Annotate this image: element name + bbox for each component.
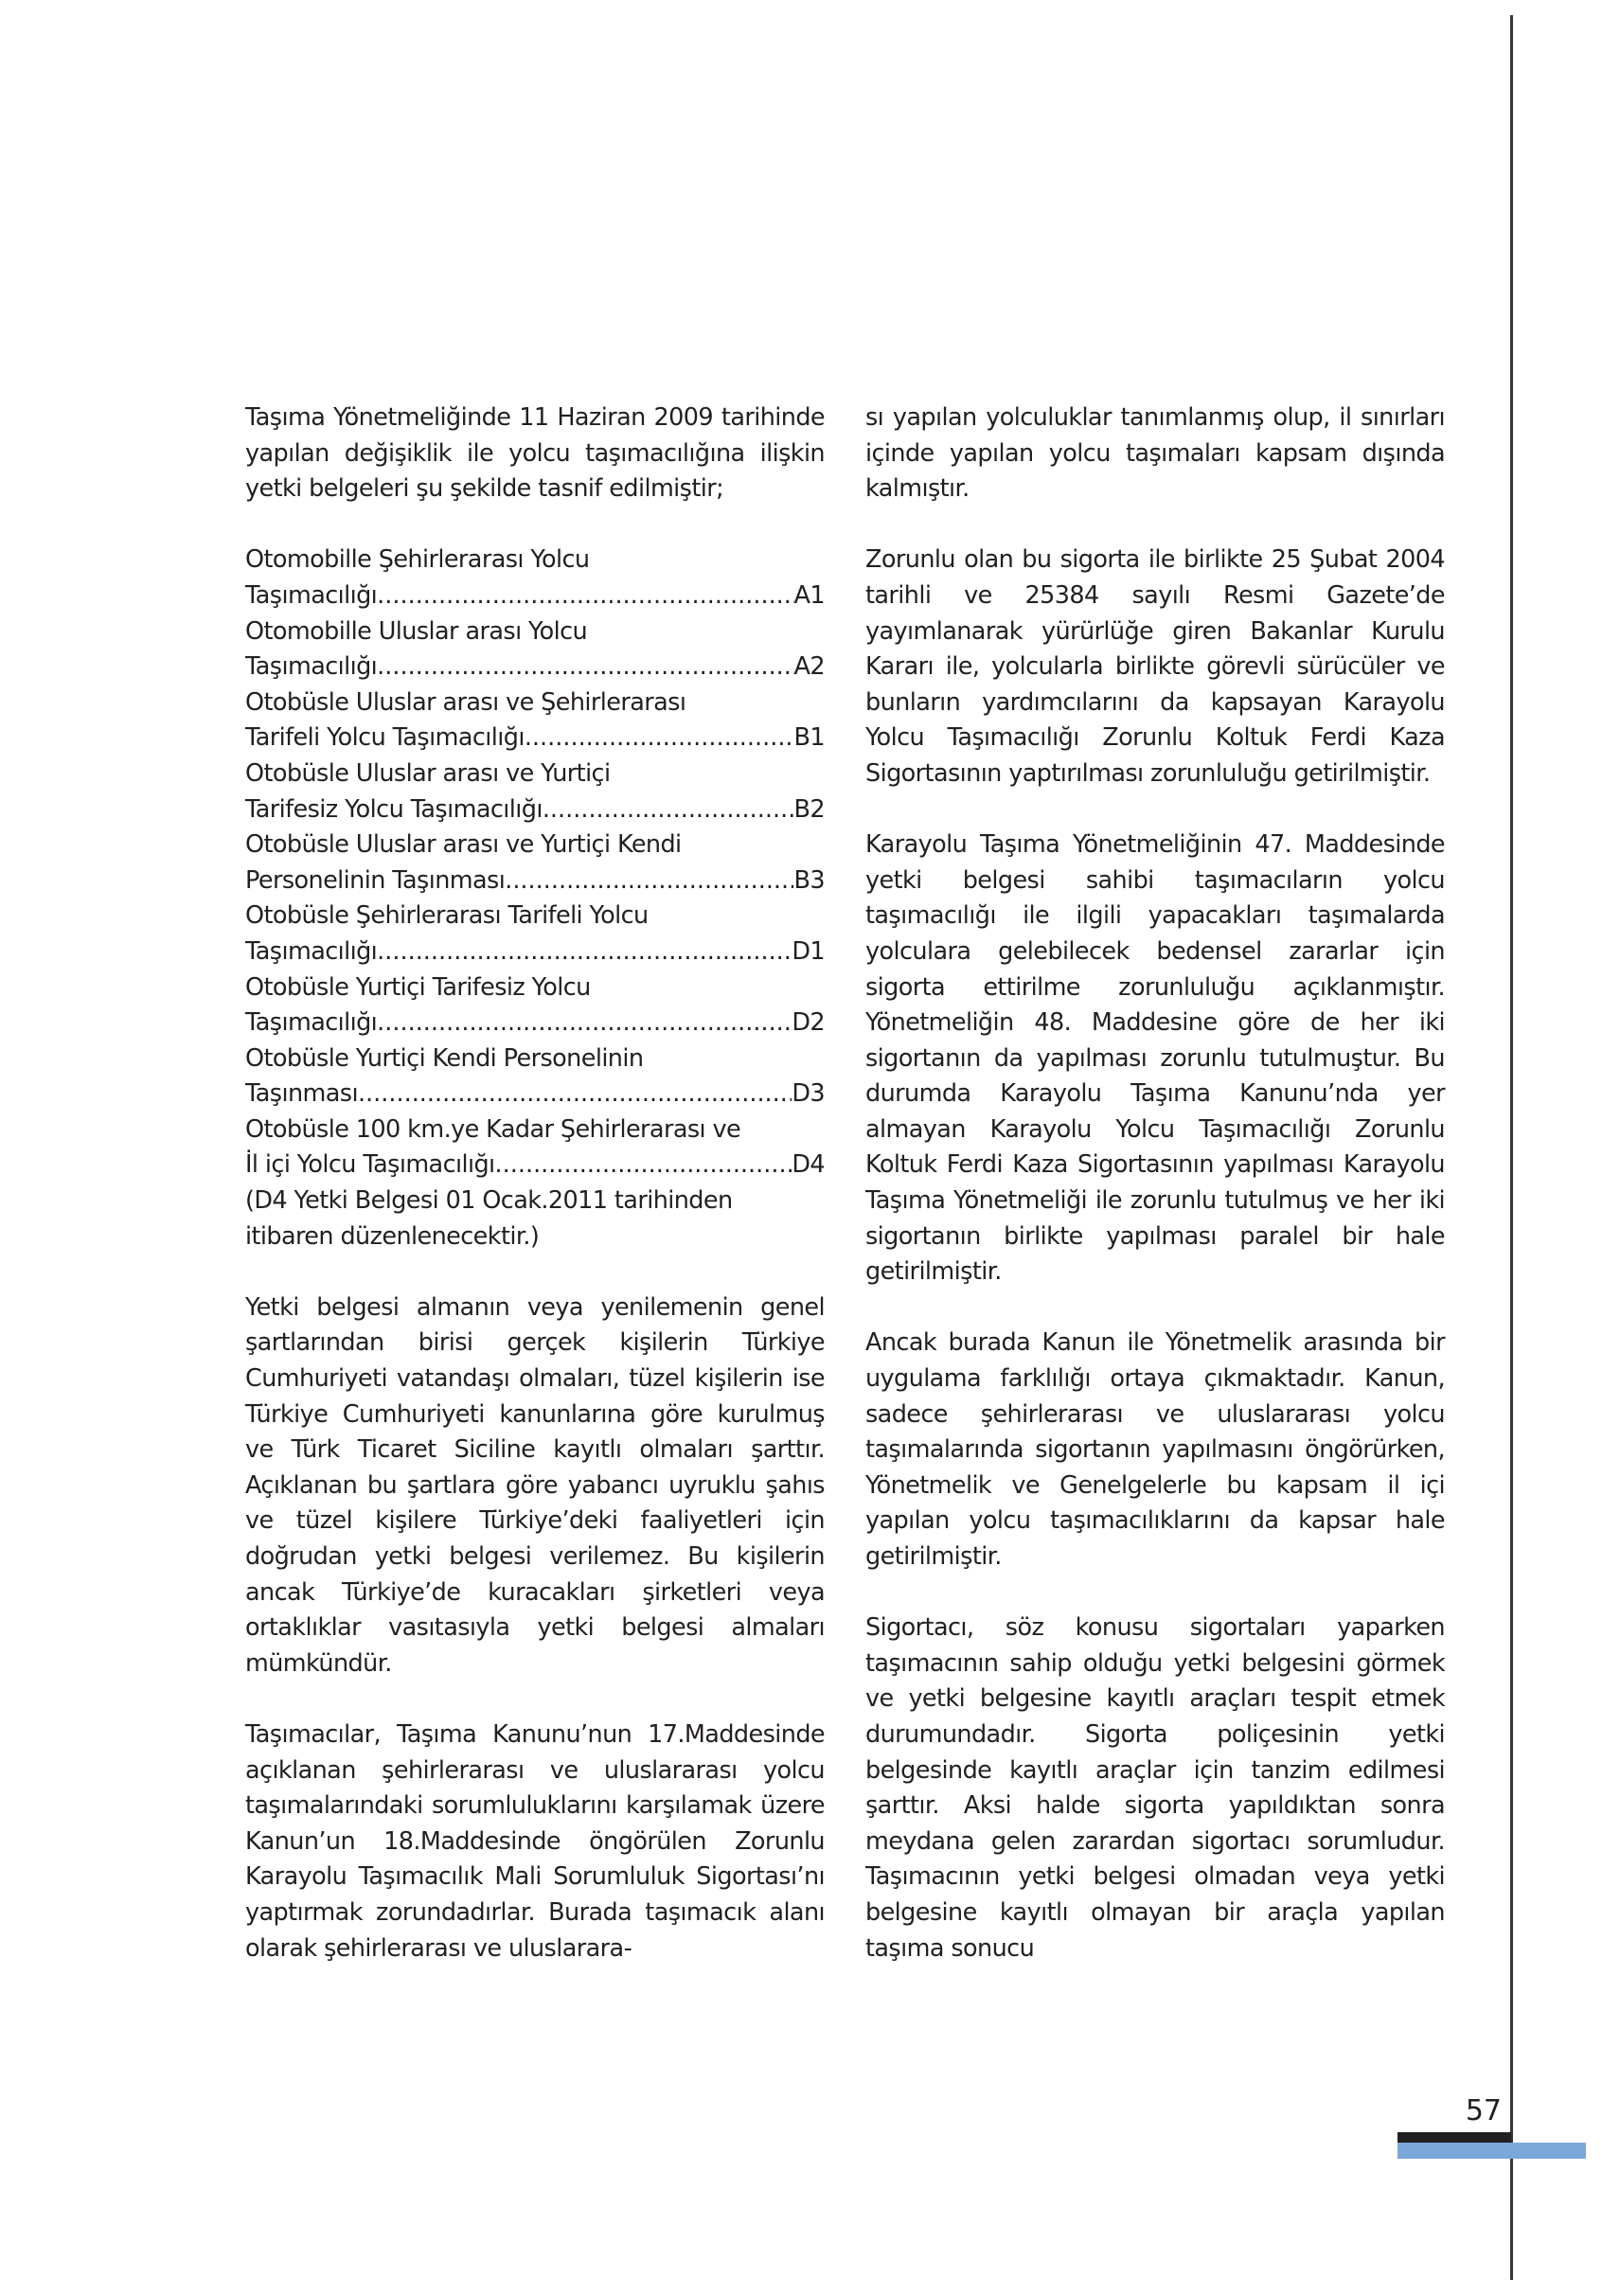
certificate-code: A2	[793, 652, 825, 682]
certificate-title-cont: Tarifeli Yolcu Taşımacılığı	[245, 723, 525, 753]
certificate-code: D4	[792, 1150, 825, 1180]
certificate-title: Otobüsle Uluslar arası ve Yurtiçi	[245, 758, 611, 788]
certificate-title-cont: Taşınması	[245, 1079, 358, 1109]
certificate-list	[245, 543, 825, 1255]
certificate-title-cont: İl içi Yolcu Taşımacılığı	[245, 1150, 495, 1180]
dot-leader	[358, 1077, 792, 1112]
dot-leader	[377, 650, 793, 685]
certificate-title-cont: Taşımacılığı	[245, 652, 378, 682]
liability-insurance-paragraph: Taşımacılar, Taşıma Kanunu’nun 17.Maddesinde açıklanan şehirlerarası ve uluslararası yolcu taşımalarındaki sorumluluklarını karşılamak üzere Kanun’un 18.Maddesinde öngörülen Zorunlu Karayolu Taşımacılık Mali Sorumluluk Sigortası’nı yaptırmak zorundadırlar. Burada taşımacık alanı olarak şehirlerarası ve uluslarara-	[245, 1719, 825, 1963]
footer-blue-bar	[1397, 2143, 1586, 2159]
regulation-article-paragraph: Karayolu Taşıma Yönetmeliğinin 47. Maddesinde yetki belgesi sahibi taşımacıların yolcu taşımacılığı ile ilgili yapacakları taşımalarda yolculara gelebilecek bedensel zararlar için sigorta ettirilme zorunluluğu açıklanmıştır. Yönetmeliğin 48. Maddesine göre de her iki sigortanın da yapılması zorunlu tutulmuştur. Bu durumda Karayolu Taşıma Kanunu’nda yer almayan Karayolu Yolcu Taşımacılığı Zorunlu Koltuk Ferdi Kaza Sigortasının yapılması Karayolu Taşıma Yönetmeliği ile zorunlu tutulmuş ve her iki sigortanın birlikte yapılması paralel bir hale getirilmiştir.	[865, 830, 1445, 1287]
certificate-title-cont: Personelinin Taşınması	[245, 865, 506, 895]
certificate-entry-d3	[245, 1041, 825, 1112]
certificate-entry-b1	[245, 685, 825, 756]
dot-leader	[505, 863, 793, 899]
certificate-title: Otobüsle Yurtiçi Kendi Personelinin	[245, 1043, 644, 1073]
dot-leader	[377, 934, 792, 970]
certificate-code: A1	[793, 580, 825, 610]
page-number: 57	[1465, 2094, 1502, 2127]
dot-leader	[543, 792, 794, 828]
certificate-title: Otobüsle Şehirlerarası Tarifeli Yolcu	[245, 901, 649, 931]
certificate-entry-d2	[245, 970, 825, 1041]
certificate-entry-b3	[245, 828, 825, 899]
dot-leader	[525, 721, 794, 756]
certificate-title: Otobüsle Yurtiçi Tarifesiz Yolcu	[245, 972, 591, 1002]
certificate-code: B1	[793, 723, 825, 753]
seat-accident-insurance-paragraph: Zorunlu olan bu sigorta ile birlikte 25 Şubat 2004 tarihli ve 25384 sayılı Resmi Gazete’de yayımlanarak yürürlüğe giren Bakanlar Kurulu Kararı ile, yolcularla birlikte görevli sürücüler ve bunların yardımcılarını da kapsayan Karayolu Yolcu Taşımacılığı Zorunlu Koltuk Ferdi Kaza Sigortasının yaptırılması zorunluluğu getirilmiştir.	[865, 545, 1445, 788]
certificate-title: Otobüsle Uluslar arası ve Yurtiçi Kendi	[245, 830, 682, 860]
dot-leader	[495, 1148, 792, 1184]
certificate-entry-d1	[245, 899, 825, 970]
footer-black-bar	[1397, 2132, 1511, 2143]
certificate-title-cont: Tarifesiz Yolcu Taşımacılığı	[245, 794, 543, 824]
certificate-entry-b2	[245, 756, 825, 828]
certificate-code: D3	[792, 1079, 825, 1109]
intro-paragraph: Taşıma Yönetmeliğinde 11 Haziran 2009 tarihinde yapılan değişiklik ile yolcu taşımacılığına ilişkin yetki belgeleri şu şekilde tasnif edilmiştir;	[245, 403, 825, 504]
right-column	[865, 400, 1445, 1967]
d4-note: (D4 Yetki Belgesi 01 Ocak.2011 tarihinden itibaren düzenlenecektir.)	[245, 1186, 733, 1251]
dot-leader	[377, 1006, 792, 1041]
law-regulation-difference-paragraph: Ancak burada Kanun ile Yönetmelik arasında bir uygulama farklılığı ortaya çıkmaktadır. Kanun, sadece şehirlerarası ve uluslararası yolcu taşımalarında sigortanın yapılmasını öngörürken, Yönetmelik ve Genelgelerle bu kapsam il içi yapılan yolcu taşımacılıklarını da kapsar hale getirilmiştir.	[865, 1328, 1445, 1571]
certificate-title: Otomobille Şehirlerarası Yolcu	[245, 545, 590, 575]
certificate-title-cont: Taşımacılığı	[245, 936, 378, 966]
certificate-entry-a1	[245, 543, 825, 614]
left-column	[245, 400, 825, 1967]
certificate-title: Otobüsle Uluslar arası ve Şehirlerarası	[245, 687, 686, 717]
certificate-title: Otobüsle 100 km.ye Kadar Şehirlerarası ve	[245, 1114, 741, 1144]
certificate-title-cont: Taşımacılığı	[245, 1008, 378, 1038]
certificate-title-cont: Taşımacılığı	[245, 580, 378, 610]
certificate-entry-a2	[245, 614, 825, 685]
certificate-entry-d4	[245, 1112, 825, 1184]
certificate-code: B3	[793, 865, 825, 895]
certificate-code: D2	[792, 1008, 825, 1038]
scope-paragraph: sı yapılan yolculuklar tanımlanmış olup, il sınırları içinde yapılan yolcu taşımaları kapsam dışında kalmıştır.	[865, 403, 1445, 504]
dot-leader	[377, 578, 793, 614]
certificate-code: B2	[793, 794, 825, 824]
certificate-title: Otomobille Uluslar arası Yolcu	[245, 616, 588, 646]
eligibility-paragraph: Yetki belgesi almanın veya yenilemenin genel şartlarından birisi gerçek kişilerin Türkiye Cumhuriyeti vatandaşı olmaları, tüzel kişilerin ise Türkiye Cumhuriyeti kanunlarına göre kurulmuş ve Türk Ticaret Siciline kayıtlı olmaları şarttır. Açıklanan bu şartlara göre yabancı uyruklu şahıs ve tüzel kişilere Türkiye’deki faaliyetleri için doğrudan yetki belgesi verilemez. Bu kişilerin ancak Türkiye’de kuracakları şirketleri veya ortaklıklar vasıtasıyla yetki belgesi almaları mümkündür.	[245, 1292, 825, 1678]
margin-vertical-rule	[1510, 15, 1513, 2280]
certificate-code: D1	[792, 936, 825, 966]
insurer-obligation-paragraph: Sigortacı, söz konusu sigortaları yaparken taşımacının sahip olduğu yetki belgesini görmek ve yetki belgesine kayıtlı araçları tespit etmek durumundadır. Sigorta poliçesinin yetki belgesinde kayıtlı araçlar için tanzim edilmesi şarttır. Aksi halde sigorta yapıldıktan sonra meydana gelen zarardan sigortacı sorumludur. Taşımacının yetki belgesi olmadan veya yetki belgesine kayıtlı olmayan bir araçla yapılan taşıma sonucu	[865, 1613, 1445, 1963]
